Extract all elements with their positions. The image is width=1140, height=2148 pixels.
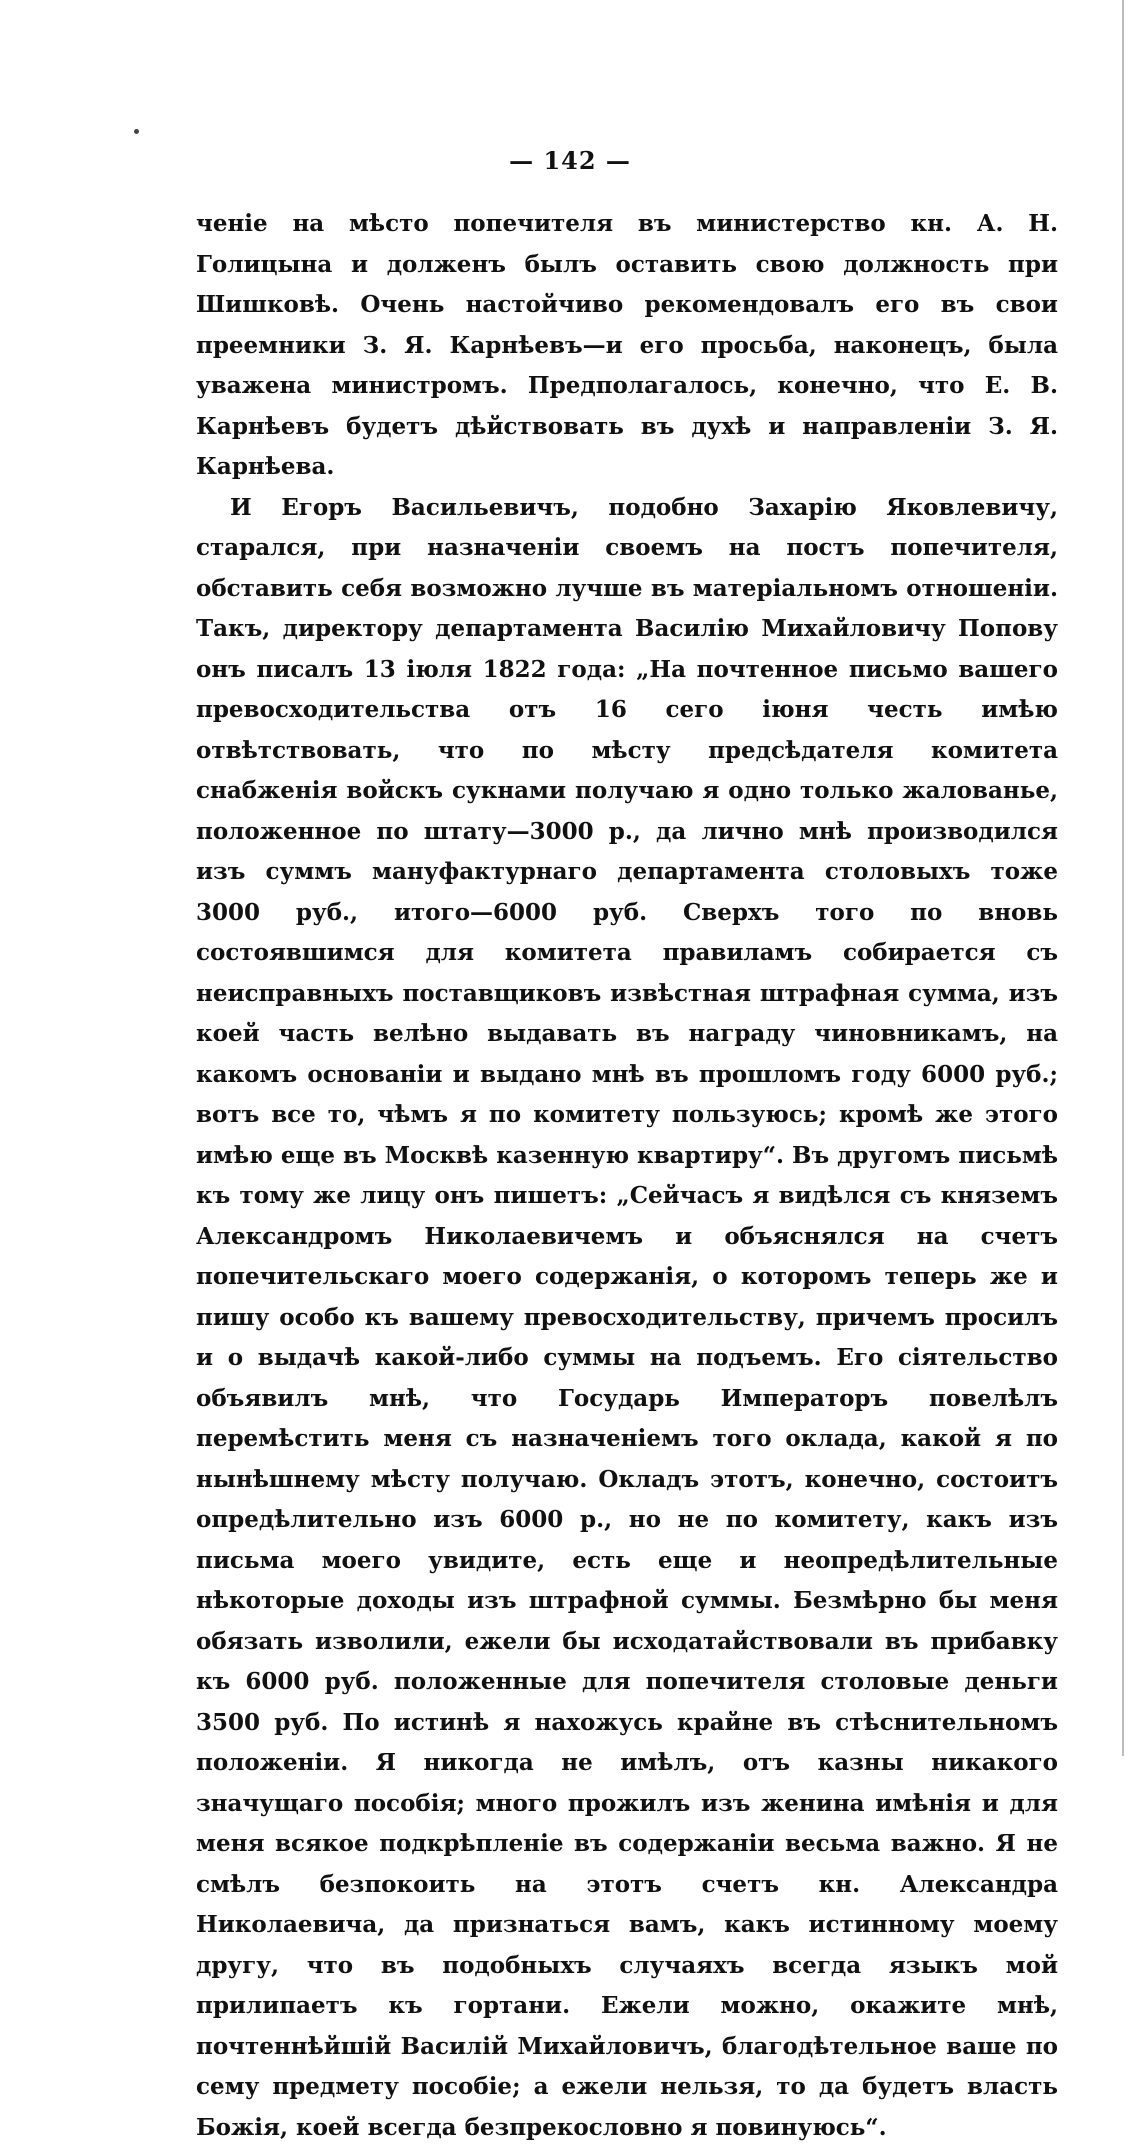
page-edge-line (1122, 0, 1124, 1756)
paragraph: ченіе на мѣсто попечителя въ министерство кн. А. Н. Голицына и долженъ былъ оставить свою должность при Шишковѣ. Очень настойчиво рекомендовалъ его въ свои преемники З. Я. Карнѣевъ—и его просьба, наконецъ, была уважена министромъ. Предполагалось, конечно, что Е. В. Карнѣевъ будетъ дѣйствовать въ духѣ и направленіи З. Я. Карнѣева. (196, 204, 1058, 488)
body-text (196, 204, 1058, 2148)
paragraph: И Егоръ Васильевичъ, подобно Захарію Яковлевичу, старался, при назначеніи своемъ на постъ попечителя, обставить себя возможно лучше въ матеріальномъ отношеніи. Такъ, директору департамента Василію Михайловичу Попову онъ писалъ 13 іюля 1822 года: „На почтенное письмо вашего превосходительства отъ 16 сего іюня честь имѣю отвѣтствовать, что по мѣсту предсѣдателя комитета снабженія войскъ сукнами получаю я одно только жалованье, положенное по штату—3000 р., да лично мнѣ производился изъ суммъ мануфактурнаго департамента столовыхъ тоже 3000 руб., итого—6000 руб. Сверхъ того по вновь состоявшимся для комитета правиламъ собирается съ неисправныхъ поставщиковъ извѣстная штрафная сумма, изъ коей часть велѣно выдавать въ награду чиновникамъ, на какомъ основаніи и выдано мнѣ въ прошломъ году 6000 руб.; вотъ все то, чѣмъ я по комитету пользуюсь; кромѣ же этого имѣю еще въ Москвѣ казенную квартиру“. Въ другомъ письмѣ къ тому же лицу онъ пишетъ: „Сейчасъ я видѣлся съ княземъ Александромъ Николаевичемъ и объяснялся на счетъ попечительскаго моего содержанія, о которомъ теперь же и пишу особо къ вашему превосходительству, причемъ просилъ и о выдачѣ какой-либо суммы на подъемъ. Его сіятельство объявилъ мнѣ, что Государь Императоръ повелѣлъ перемѣстить меня съ назначеніемъ того оклада, какой я по нынѣшнему мѣсту получаю. Окладъ этотъ, конечно, состоитъ опредѣлительно изъ 6000 р., но не по комитету, какъ изъ письма моего увидите, есть еще и неопредѣлительные нѣкоторые доходы изъ штрафной суммы. Безмѣрно бы меня обязать изволили, ежели бы исходатайствовали въ прибавку къ 6000 руб. положенные для попечителя столовые деньги 3500 руб. По истинѣ я нахожусь крайне въ стѣснительномъ положеніи. Я никогда не имѣлъ, отъ казны никакого значущаго пособія; много прожилъ изъ женина имѣнія и для меня всякое подкрѣпленіе въ содержаніи весьма важно. Я не смѣлъ безпокоить на этотъ счетъ кн. Александра Николаевича, да признаться вамъ, какъ истинному моему другу, что въ подобныхъ случаяхъ всегда языкъ мой прилипаетъ къ гортани. Ежели можно, окажите мнѣ, почтеннѣйшій Василій Михайловичъ, благодѣтельное ваше по сему предмету пособіе; а ежели нельзя, то да будетъ власть Божія, коей всегда безпрекословно я повинуюсь“. (196, 488, 1058, 2148)
page-number: — 142 — (0, 146, 1140, 175)
scan-speck (134, 129, 139, 134)
